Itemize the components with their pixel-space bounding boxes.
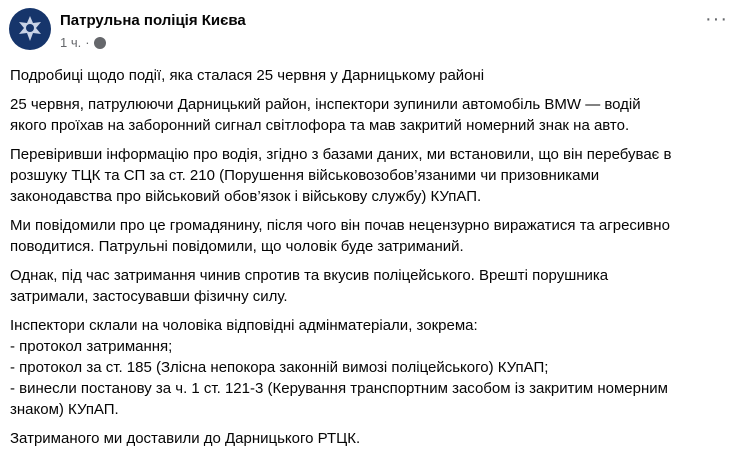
- police-badge-icon: [15, 14, 45, 44]
- post-meta: [60, 35, 106, 50]
- meta-separator: ·: [85, 35, 90, 50]
- post-paragraph: [10, 144, 671, 207]
- post-body: [10, 65, 671, 457]
- post-paragraph: [10, 65, 671, 86]
- post-line: розшуку ТЦК та СП за ст. 210 (Порушення військовозобов’язаними чи призовниками: [10, 167, 600, 184]
- post-line: якого проїхав на заборонний сигнал світлофора та мав закритий номерний знак на авто.: [10, 117, 630, 134]
- post-line: знаком) КУпАП.: [10, 401, 119, 418]
- post-line: Перевіривши інформацію про водія, згідно з базами даних, ми встановили, що він перебуває в: [10, 146, 672, 163]
- post-paragraph: [10, 315, 671, 420]
- post-line: Затриманого ми доставили до Дарницького РТЦК.: [10, 430, 361, 447]
- post-line: Інспектори склали на чоловіка відповідні адмінматеріали, зокрема:: [10, 317, 478, 334]
- post-line: законодавства про військовий обов’язок і військову службу) КУпАП.: [10, 188, 482, 205]
- post-line: - винесли постанову за ч. 1 ст. 121-3 (Керування транспортним засобом із закритим номерним: [10, 380, 668, 397]
- page-avatar[interactable]: [9, 8, 51, 50]
- post-line: - протокол за ст. 185 (Злісна непокора законній вимозі поліцейського) КУпАП;: [10, 359, 549, 376]
- post-line: Однак, під час затримання чинив спротив та вкусив поліцейського. Врешті порушника: [10, 267, 609, 284]
- post-line: Подробиці щодо події, яка сталася 25 червня у Дарницькому районі: [10, 67, 485, 84]
- post-line: затримали, застосувавши фізичну силу.: [10, 288, 288, 305]
- post-line: поводитися. Патрульні повідомили, що чоловік буде затриманий.: [10, 238, 464, 255]
- post-paragraph: [10, 215, 671, 257]
- post-line: - протокол затримання;: [10, 338, 173, 355]
- post-line: 25 червня, патрулюючи Дарницький район, інспектори зупинили автомобіль BMW — водій: [10, 96, 641, 113]
- more-options-icon[interactable]: ···: [705, 8, 728, 30]
- post-paragraph: [10, 428, 671, 449]
- post-paragraph: [10, 265, 671, 307]
- globe-icon: [94, 37, 106, 49]
- page-name[interactable]: Патрульна поліція Києва: [60, 12, 246, 29]
- post-line: Ми повідомили про це громадянину, після чого він почав нецензурно виражатися та агресивно: [10, 217, 670, 234]
- post-paragraph: [10, 94, 671, 136]
- post-time[interactable]: 1 ч.: [60, 35, 82, 50]
